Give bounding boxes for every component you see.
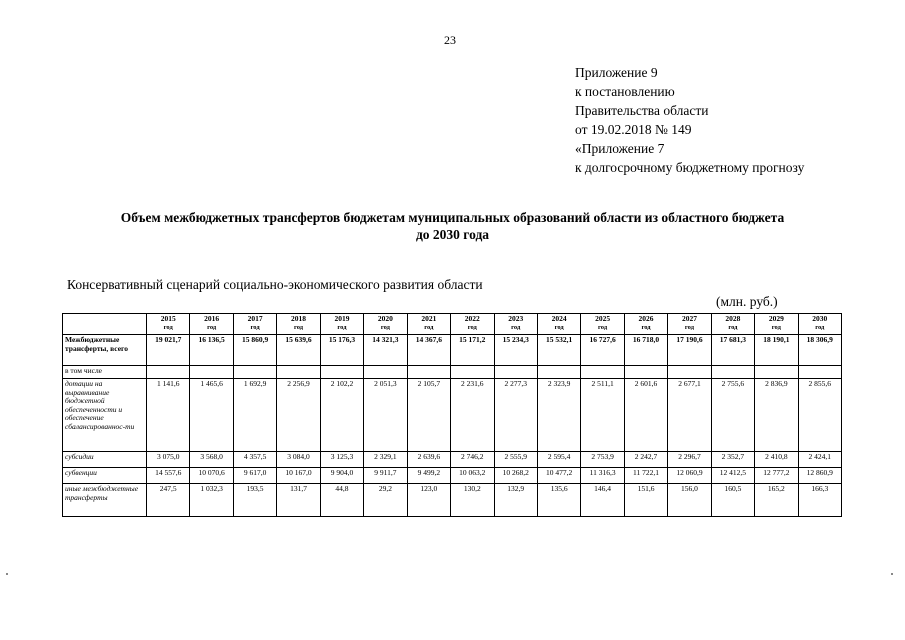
table-cell: 165,2 — [755, 484, 798, 517]
year-label: 2017 — [247, 314, 263, 323]
row-label: дотации на выравнивание бюджетной обеспеченности и обеспечение сбалансированнос-ти — [63, 379, 147, 452]
table-cell: 156,0 — [668, 484, 711, 517]
appendix-line: Правительства области — [575, 103, 709, 118]
year-suffix: год — [511, 323, 521, 331]
table-cell: 16 718,0 — [624, 335, 667, 366]
empty-cell — [494, 366, 537, 379]
header-corner — [63, 314, 147, 335]
appendix-block — [575, 63, 804, 177]
table-header-row — [63, 314, 842, 335]
year-label: 2027 — [681, 314, 697, 323]
empty-cell — [537, 366, 580, 379]
table-cell: 9 911,7 — [364, 468, 407, 484]
table-cell: 2 102,2 — [320, 379, 363, 452]
units-label: (млн. руб.) — [716, 294, 778, 309]
table-cell: 15 176,3 — [320, 335, 363, 366]
table-cell: 3 084,0 — [277, 452, 320, 468]
table-cell: 2 231,6 — [451, 379, 494, 452]
table-cell: 12 060,9 — [668, 468, 711, 484]
table-cell: 2 639,6 — [407, 452, 450, 468]
table-row-total — [63, 335, 842, 366]
year-suffix: год — [163, 323, 173, 331]
empty-cell — [233, 366, 276, 379]
table-cell: 3 075,0 — [147, 452, 190, 468]
table-cell: 160,5 — [711, 484, 754, 517]
empty-cell — [190, 366, 233, 379]
table-cell: 15 234,3 — [494, 335, 537, 366]
table-cell: 14 321,3 — [364, 335, 407, 366]
table-cell: 2 511,1 — [581, 379, 624, 452]
table-cell: 10 268,2 — [494, 468, 537, 484]
year-header — [537, 314, 580, 335]
year-suffix: год — [250, 323, 260, 331]
empty-cell — [147, 366, 190, 379]
table-cell: 10 063,2 — [451, 468, 494, 484]
appendix-line: к долгосрочному бюджетному прогнозу — [575, 160, 805, 175]
table-cell: 17 681,3 — [711, 335, 754, 366]
table-row — [63, 484, 842, 517]
empty-cell — [711, 366, 754, 379]
table-cell: 29,2 — [364, 484, 407, 517]
table-cell: 1 692,9 — [233, 379, 276, 452]
table-cell: 15 532,1 — [537, 335, 580, 366]
table-cell: 2 329,1 — [364, 452, 407, 468]
year-header — [277, 314, 320, 335]
table-cell: 44,8 — [320, 484, 363, 517]
row-label: субсидии — [63, 452, 147, 468]
table-cell: 16 727,6 — [581, 335, 624, 366]
table-cell: 2 746,2 — [451, 452, 494, 468]
year-suffix: год — [771, 323, 781, 331]
title-line: до 2030 года — [415, 227, 490, 242]
transfers-table — [62, 313, 842, 517]
table-cell: 2 836,9 — [755, 379, 798, 452]
year-suffix: год — [815, 323, 825, 331]
table-row — [63, 468, 842, 484]
year-label: 2024 — [551, 314, 567, 323]
table-cell: 2 755,6 — [711, 379, 754, 452]
page-number: 23 — [444, 33, 456, 47]
empty-cell — [798, 366, 841, 379]
appendix-line: к постановлению — [575, 84, 675, 99]
year-header — [364, 314, 407, 335]
table-cell: 14 367,6 — [407, 335, 450, 366]
table-cell: 2 051,3 — [364, 379, 407, 452]
table-cell: 3 125,3 — [320, 452, 363, 468]
row-label: иные межбюджетные трансферты — [63, 484, 147, 517]
year-label: 2019 — [334, 314, 350, 323]
table-cell: 18 306,9 — [798, 335, 841, 366]
year-header — [233, 314, 276, 335]
empty-cell — [581, 366, 624, 379]
year-header — [798, 314, 841, 335]
appendix-line: от 19.02.2018 № 149 — [575, 122, 692, 137]
year-header — [190, 314, 233, 335]
scan-artifact — [891, 573, 893, 575]
row-label: в том числе — [63, 366, 147, 379]
table-cell: 2 753,9 — [581, 452, 624, 468]
year-header — [407, 314, 450, 335]
year-label: 2025 — [595, 314, 611, 323]
year-suffix: год — [728, 323, 738, 331]
table-cell: 9 499,2 — [407, 468, 450, 484]
appendix-line: «Приложение 7 — [575, 141, 665, 156]
document-title — [60, 209, 845, 243]
appendix-line: Приложение 9 — [575, 65, 658, 80]
year-label: 2021 — [421, 314, 437, 323]
table-cell: 2 595,4 — [537, 452, 580, 468]
table-cell: 9 904,0 — [320, 468, 363, 484]
table-cell: 2 256,9 — [277, 379, 320, 452]
year-suffix: год — [684, 323, 695, 331]
table-cell: 2 277,3 — [494, 379, 537, 452]
year-label: 2029 — [768, 314, 784, 323]
year-suffix: год — [293, 323, 304, 331]
table-cell: 166,3 — [798, 484, 841, 517]
table-cell: 1 032,3 — [190, 484, 233, 517]
year-suffix: год — [424, 323, 434, 331]
table-cell: 9 617,0 — [233, 468, 276, 484]
empty-cell — [277, 366, 320, 379]
table-cell: 2 352,7 — [711, 452, 754, 468]
year-label: 2016 — [204, 314, 220, 323]
table-cell: 3 568,0 — [190, 452, 233, 468]
year-header — [451, 314, 494, 335]
table-cell: 130,2 — [451, 484, 494, 517]
table-cell: 247,5 — [147, 484, 190, 517]
year-label: 2030 — [812, 314, 828, 323]
table-cell: 2 601,6 — [624, 379, 667, 452]
table-cell: 18 190,1 — [755, 335, 798, 366]
table-cell: 12 412,5 — [711, 468, 754, 484]
year-suffix: год — [467, 323, 477, 331]
year-suffix: год — [598, 323, 608, 331]
table-cell: 15 171,2 — [451, 335, 494, 366]
empty-cell — [624, 366, 667, 379]
table-cell: 151,6 — [624, 484, 667, 517]
year-label: 2022 — [464, 314, 480, 323]
year-label: 2015 — [160, 314, 176, 323]
table-cell: 1 141,6 — [147, 379, 190, 452]
table-cell: 11 722,1 — [624, 468, 667, 484]
empty-cell — [364, 366, 407, 379]
scenario-heading: Консервативный сценарий социально-экономического развития области — [67, 277, 483, 292]
title-line: Объем межбюджетных трансфертов бюджетам муниципальных образований области из областного бюджета — [120, 210, 785, 225]
table-cell: 123,0 — [407, 484, 450, 517]
year-suffix: год — [207, 323, 217, 331]
table-cell: 10 167,0 — [277, 468, 320, 484]
table-cell: 15 639,6 — [277, 335, 320, 366]
table-cell: 1 465,6 — [190, 379, 233, 452]
table-cell: 132,9 — [494, 484, 537, 517]
year-header — [147, 314, 190, 335]
table-cell: 14 557,6 — [147, 468, 190, 484]
table-cell: 2 105,7 — [407, 379, 450, 452]
row-label: Межбюджетные трансферты, всего — [63, 335, 147, 366]
table-cell: 15 860,9 — [233, 335, 276, 366]
table-cell: 11 316,3 — [581, 468, 624, 484]
table-cell: 2 555,9 — [494, 452, 537, 468]
table-row — [63, 452, 842, 468]
empty-cell — [451, 366, 494, 379]
empty-cell — [320, 366, 363, 379]
table-cell: 2 296,7 — [668, 452, 711, 468]
table-cell: 10 477,2 — [537, 468, 580, 484]
table-cell: 2 424,1 — [798, 452, 841, 468]
table-cell: 19 021,7 — [147, 335, 190, 366]
year-header — [755, 314, 798, 335]
year-label: 2023 — [508, 314, 524, 323]
empty-cell — [668, 366, 711, 379]
table-cell: 2 677,1 — [668, 379, 711, 452]
table-cell: 12 860,9 — [798, 468, 841, 484]
year-suffix: год — [641, 323, 651, 331]
table-cell: 2 323,9 — [537, 379, 580, 452]
year-header — [494, 314, 537, 335]
table-cell: 135,6 — [537, 484, 580, 517]
year-label: 2028 — [725, 314, 741, 323]
empty-cell — [407, 366, 450, 379]
table-cell: 2 855,6 — [798, 379, 841, 452]
year-suffix: год — [554, 323, 564, 331]
year-suffix: год — [337, 323, 347, 331]
year-suffix: год — [380, 323, 390, 331]
table-row-including — [63, 366, 842, 379]
scan-artifact — [6, 573, 8, 575]
row-label: субвенции — [63, 468, 147, 484]
year-header — [581, 314, 624, 335]
table-cell: 17 190,6 — [668, 335, 711, 366]
table-cell: 2 242,7 — [624, 452, 667, 468]
table-cell: 131,7 — [277, 484, 320, 517]
year-header — [668, 314, 711, 335]
empty-cell — [755, 366, 798, 379]
year-label: 2026 — [638, 314, 654, 323]
year-header — [624, 314, 667, 335]
table-cell: 16 136,5 — [190, 335, 233, 366]
year-label: 2018 — [291, 314, 307, 323]
table-cell: 4 357,5 — [233, 452, 276, 468]
table-cell: 193,5 — [233, 484, 276, 517]
table-cell: 12 777,2 — [755, 468, 798, 484]
table-row — [63, 379, 842, 452]
year-header — [711, 314, 754, 335]
year-header — [320, 314, 363, 335]
table-cell: 2 410,8 — [755, 452, 798, 468]
year-label: 2020 — [377, 314, 393, 323]
table-cell: 10 070,6 — [190, 468, 233, 484]
table-cell: 146,4 — [581, 484, 624, 517]
